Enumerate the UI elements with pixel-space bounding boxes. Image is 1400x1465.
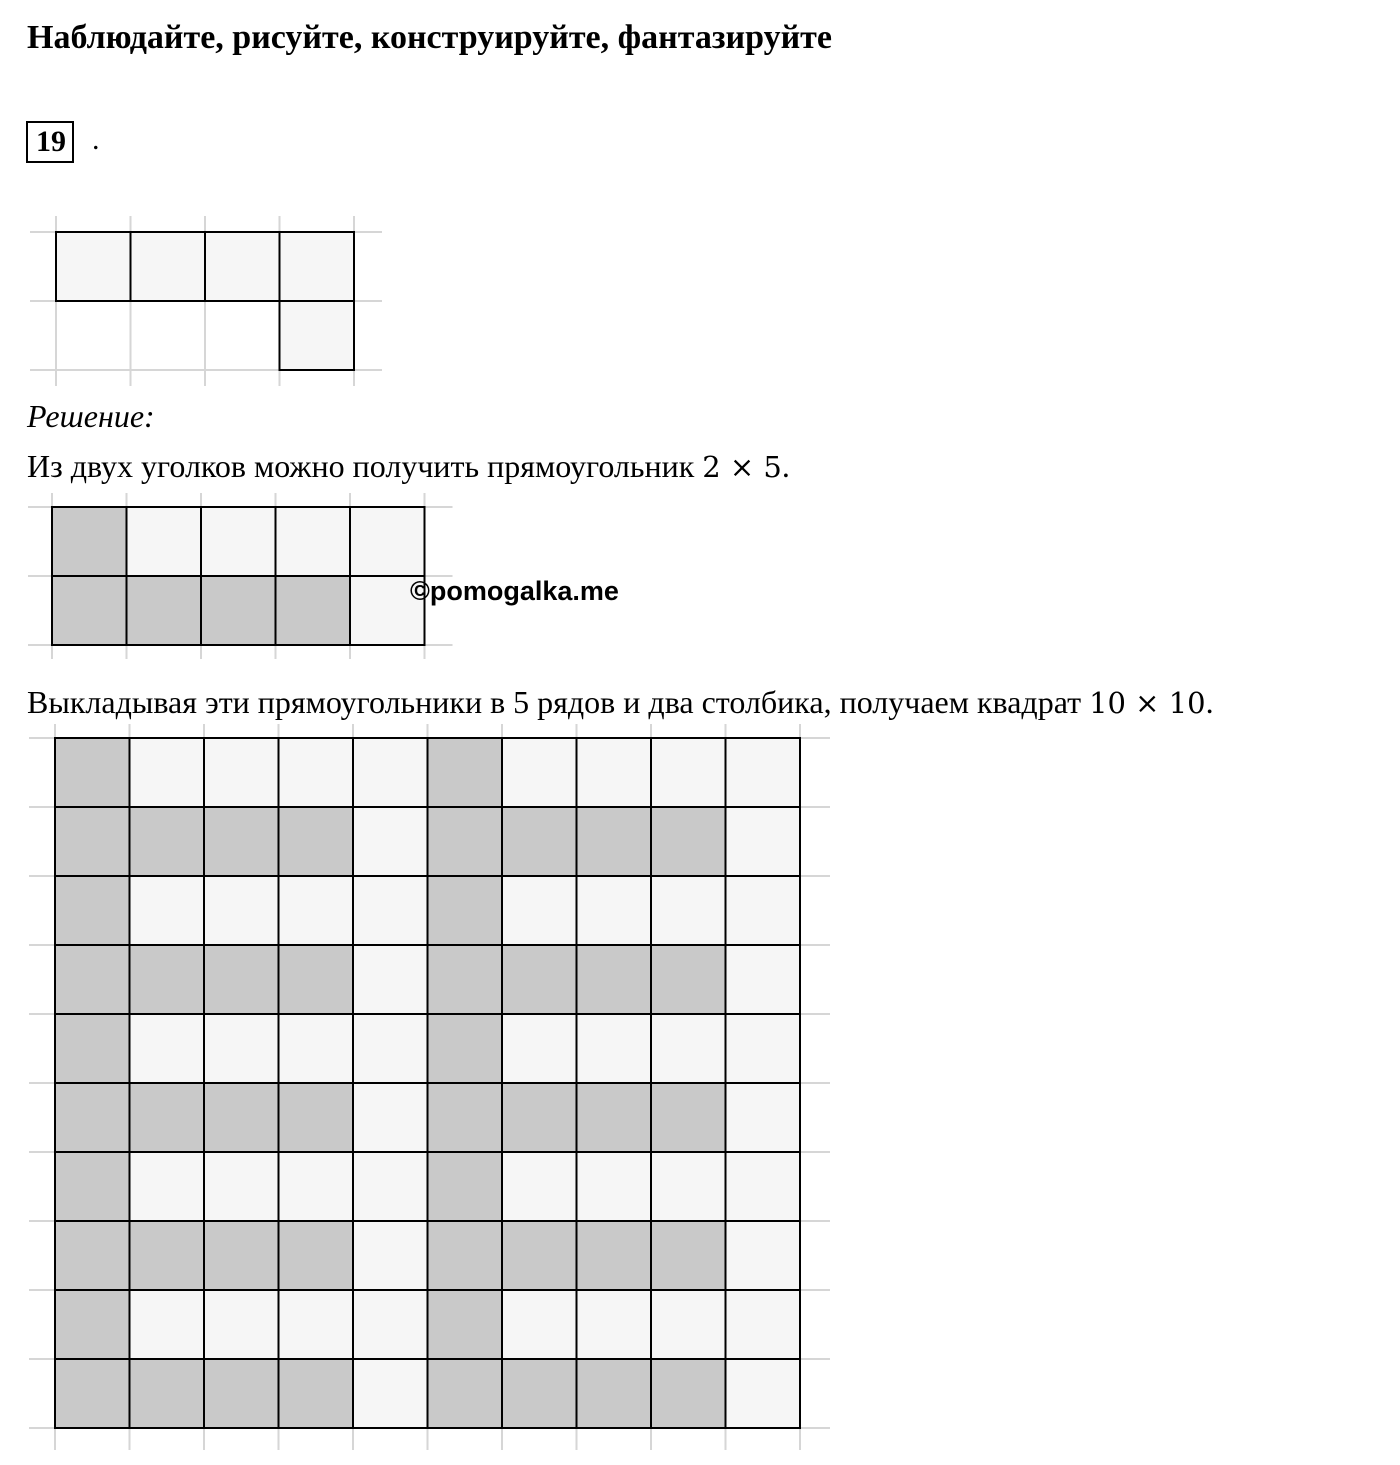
rectangle-2x5-cell (127, 507, 202, 576)
square-10x10-cell (502, 1221, 577, 1290)
solution-label: Решение: (27, 398, 155, 434)
square-10x10-cell (353, 807, 428, 876)
square-10x10-cell (279, 807, 354, 876)
square-10x10-cell (726, 945, 801, 1014)
task-number-dot: . (92, 123, 100, 156)
square-10x10-cell (204, 1083, 279, 1152)
square-10x10-cell (428, 1083, 503, 1152)
solution-text-2-suffix: . (1205, 684, 1214, 720)
square-10x10-cell (651, 945, 726, 1014)
square-10x10-cell (428, 738, 503, 807)
square-10x10-cell (726, 1083, 801, 1152)
square-10x10-cell (204, 1290, 279, 1359)
square-10x10-cell (502, 807, 577, 876)
square-10x10-cell (651, 807, 726, 876)
square-10x10-cell (502, 1359, 577, 1428)
corner-piece-cell (205, 232, 280, 301)
square-10x10-cell (428, 945, 503, 1014)
task-number: 19 (26, 121, 74, 163)
square-10x10-cell (502, 1152, 577, 1221)
rectangle-2x5-cell (201, 507, 276, 576)
square-10x10-cell (577, 1290, 652, 1359)
square-10x10-cell (651, 1014, 726, 1083)
square-10x10-cell (726, 1152, 801, 1221)
square-10x10-cell (55, 738, 130, 807)
square-10x10-cell (726, 1359, 801, 1428)
solution-text-1-suffix: . (781, 448, 790, 484)
solution-text-2 (27, 680, 1214, 725)
rectangle-2x5-cell (350, 507, 425, 576)
corner-piece-cell (131, 232, 206, 301)
corner-piece-cell (56, 232, 131, 301)
solution-text-2-math: 10 × 10 (1089, 686, 1206, 720)
solution-text-2-prefix: Выкладывая эти прямоугольники в 5 рядов и два столбика, получаем квадрат (27, 684, 1090, 720)
square-10x10-cell (55, 807, 130, 876)
square-10x10-cell (279, 1083, 354, 1152)
square-10x10-cell (204, 1221, 279, 1290)
square-10x10-cell (726, 1221, 801, 1290)
square-10x10-cell (204, 945, 279, 1014)
rectangle-2x5-cell (201, 576, 276, 645)
square-10x10-cell (353, 1221, 428, 1290)
square-10x10-cell (130, 1359, 205, 1428)
solution-text-1-prefix: Из двух уголков можно получить прямоугольник (27, 448, 703, 484)
square-10x10-cell (651, 738, 726, 807)
square-10x10-cell (428, 1221, 503, 1290)
square-10x10-cell (130, 1014, 205, 1083)
square-10x10-cell (651, 876, 726, 945)
square-10x10-cell (204, 1014, 279, 1083)
square-10x10-cell (502, 738, 577, 807)
square-10x10-cell (428, 1359, 503, 1428)
square-10x10-cell (204, 876, 279, 945)
square-10x10-cell (353, 1290, 428, 1359)
square-10x10-cell (130, 945, 205, 1014)
square-10x10-cell (651, 1083, 726, 1152)
square-10x10-cell (130, 738, 205, 807)
square-10x10-cell (279, 1152, 354, 1221)
square-10x10-cell (428, 1014, 503, 1083)
corner-piece-cell (280, 232, 355, 301)
square-10x10-cell (726, 1014, 801, 1083)
square-10x10-cell (428, 1290, 503, 1359)
square-10x10-cell (353, 1152, 428, 1221)
square-10x10-cell (204, 1152, 279, 1221)
solution-text-1 (27, 444, 790, 489)
square-10x10-cell (651, 1359, 726, 1428)
square-10x10-cell (353, 1359, 428, 1428)
page-title: Наблюдайте, рисуйте, конструируйте, фантазируйте (27, 19, 832, 56)
square-10x10-cell (502, 1290, 577, 1359)
square-10x10-cell (726, 807, 801, 876)
rectangle-2x5-cell (52, 507, 127, 576)
square-10x10-cell (279, 1290, 354, 1359)
solution-text-1-math: 2 × 5 (702, 450, 782, 484)
rectangle-2x5-cell (276, 576, 351, 645)
square-10x10-cell (577, 1359, 652, 1428)
square-10x10-cell (577, 876, 652, 945)
square-10x10-cell (651, 1152, 726, 1221)
square-10x10-cell (726, 876, 801, 945)
square-10x10-cell (353, 1083, 428, 1152)
square-10x10-cell (428, 1152, 503, 1221)
watermark: ©pomogalka.me (410, 576, 619, 606)
square-10x10-cell (428, 807, 503, 876)
square-10x10-cell (577, 1014, 652, 1083)
square-10x10-cell (279, 1359, 354, 1428)
square-10x10-cell (204, 1359, 279, 1428)
square-10x10-cell (577, 738, 652, 807)
square-10x10-cell (577, 1083, 652, 1152)
square-10x10-cell (55, 1290, 130, 1359)
square-10x10-cell (204, 738, 279, 807)
rectangle-2x5-cell (127, 576, 202, 645)
square-10x10-cell (577, 807, 652, 876)
square-10x10-cell (55, 1221, 130, 1290)
square-10x10-cell (204, 807, 279, 876)
square-10x10-cell (55, 1014, 130, 1083)
square-10x10-cell (130, 1152, 205, 1221)
square-10x10-cell (502, 1014, 577, 1083)
square-10x10-cell (502, 945, 577, 1014)
square-10x10-cell (726, 738, 801, 807)
square-10x10-cell (279, 1221, 354, 1290)
square-10x10-cell (577, 1152, 652, 1221)
square-10x10-cell (502, 1083, 577, 1152)
rectangle-2x5-cell (276, 507, 351, 576)
square-10x10-cell (353, 1014, 428, 1083)
square-10x10-cell (130, 1083, 205, 1152)
square-10x10-cell (279, 1014, 354, 1083)
square-10x10-cell (726, 1290, 801, 1359)
square-10x10-cell (353, 876, 428, 945)
square-10x10-cell (502, 876, 577, 945)
rectangle-2x5-cell (52, 576, 127, 645)
square-10x10-cell (651, 1290, 726, 1359)
square-10x10-cell (130, 1290, 205, 1359)
square-10x10-cell (353, 738, 428, 807)
square-10x10-cell (130, 876, 205, 945)
square-10x10-cell (55, 1359, 130, 1428)
square-10x10-cell (279, 876, 354, 945)
square-10x10-cell (577, 1221, 652, 1290)
square-10x10-cell (130, 807, 205, 876)
square-10x10-cell (279, 945, 354, 1014)
square-10x10-cell (651, 1221, 726, 1290)
square-10x10-cell (55, 876, 130, 945)
corner-piece-cell (280, 301, 355, 370)
square-10x10-cell (428, 876, 503, 945)
square-10x10-cell (55, 1083, 130, 1152)
square-10x10-cell (130, 1221, 205, 1290)
square-10x10-cell (353, 945, 428, 1014)
square-10x10-cell (55, 945, 130, 1014)
square-10x10-cell (55, 1152, 130, 1221)
square-10x10-cell (577, 945, 652, 1014)
square-10x10-cell (279, 738, 354, 807)
